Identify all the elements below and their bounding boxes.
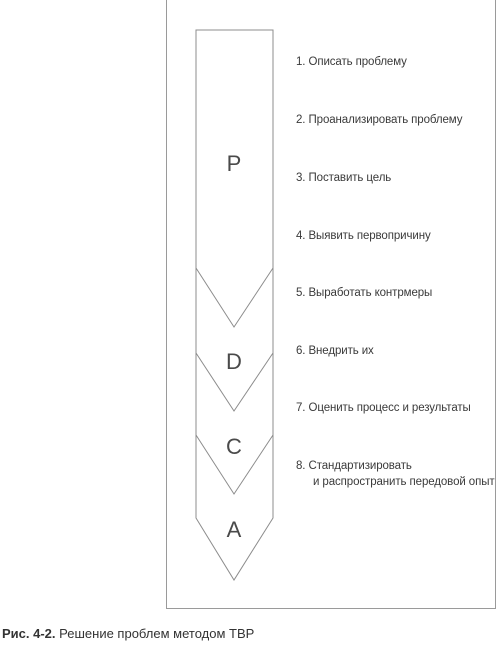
step-8-line-2: и распространить передовой опыт [313,476,495,488]
step-5: 5. Выработать контрмеры [296,287,433,299]
step-8 [296,458,495,490]
step-2: 2. Проанализировать проблему [296,114,463,126]
step-4: 4. Выявить первопричину [296,230,431,242]
step-3: 3. Поставить цель [296,172,392,184]
figure-caption-text: Решение проблем методом TBP [59,626,255,641]
pdca-arrow-outline [196,30,273,580]
chevron-p-d [196,268,273,327]
phase-d-label: D [226,349,242,374]
phase-a-label: A [226,517,242,542]
figure-caption [2,626,254,641]
step-7: 7. Оценить процесс и результаты [296,402,471,414]
step-6: 6. Внедрить их [296,345,374,357]
phase-p-label: P [226,151,242,176]
step-1: 1. Описать проблему [296,56,407,68]
step-8-line-1: 8. Стандартизировать [296,460,412,472]
phase-c-label: C [226,434,242,459]
figure-caption-label: Рис. 4-2. [2,626,56,641]
